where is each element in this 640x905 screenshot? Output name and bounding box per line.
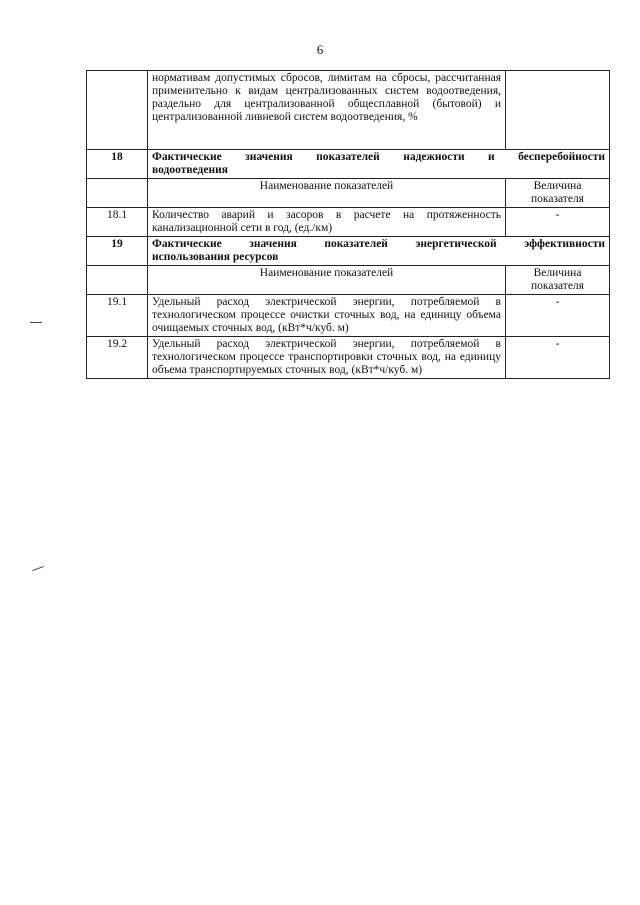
row-value: - (506, 295, 610, 337)
table-row (87, 337, 610, 379)
punch-hole-mark (30, 322, 42, 323)
row-number-empty (87, 71, 148, 150)
section-row-18 (87, 150, 610, 179)
section-title-line1: Фактические значения показателей надежности и бесперебойности (152, 151, 605, 163)
indicators-table (86, 70, 610, 379)
row-description: Количество аварий и засоров в расчете на протяженность канализационной сети в год, (ед./км) (148, 208, 506, 237)
row-number: 19.1 (87, 295, 148, 337)
column-header-name: Наименование показателей (148, 179, 506, 208)
row-value: - (506, 208, 610, 237)
section-number: 19 (87, 237, 148, 266)
column-header-row (87, 266, 610, 295)
section-row-19 (87, 237, 610, 266)
row-value (506, 71, 610, 150)
row-description: Удельный расход электрической энергии, потребляемой в технологическом процессе транспортировки сточных вод, на единицу объема транспортируемых сточных вод, (кВт*ч/куб. м) (148, 337, 506, 379)
section-title (148, 237, 610, 266)
header-number-empty (87, 266, 148, 295)
row-number: 19.2 (87, 337, 148, 379)
table-row (87, 295, 610, 337)
header-number-empty (87, 179, 148, 208)
row-value: - (506, 337, 610, 379)
section-title-line2: использования ресурсов (152, 251, 279, 263)
page-number: 6 (316, 42, 324, 57)
row-number: 18.1 (87, 208, 148, 237)
row-description: нормативам допустимых сбросов, лимитам на сбросы, рассчитанная применительно к видам централизованных систем водоотведения, раздельно для централизованной общесплавной (бытовой) и централизованной ливневой систем водоотведения, % (148, 71, 506, 150)
section-title-line1: Фактические значения показателей энергетической эффективности (152, 238, 605, 250)
section-title (148, 150, 610, 179)
column-header-value: Величина показателя (506, 179, 610, 208)
table-row (87, 208, 610, 237)
column-header-row (87, 179, 610, 208)
column-header-name: Наименование показателей (148, 266, 506, 295)
table-row (87, 71, 610, 150)
punch-hole-mark (32, 566, 44, 571)
column-header-value: Величина показателя (506, 266, 610, 295)
section-number: 18 (87, 150, 148, 179)
section-title-line2: водоотведения (152, 164, 228, 176)
row-description: Удельный расход электрической энергии, потребляемой в технологическом процессе очистки сточных вод, на единицу объема очищаемых сточных вод, (кВт*ч/куб. м) (148, 295, 506, 337)
